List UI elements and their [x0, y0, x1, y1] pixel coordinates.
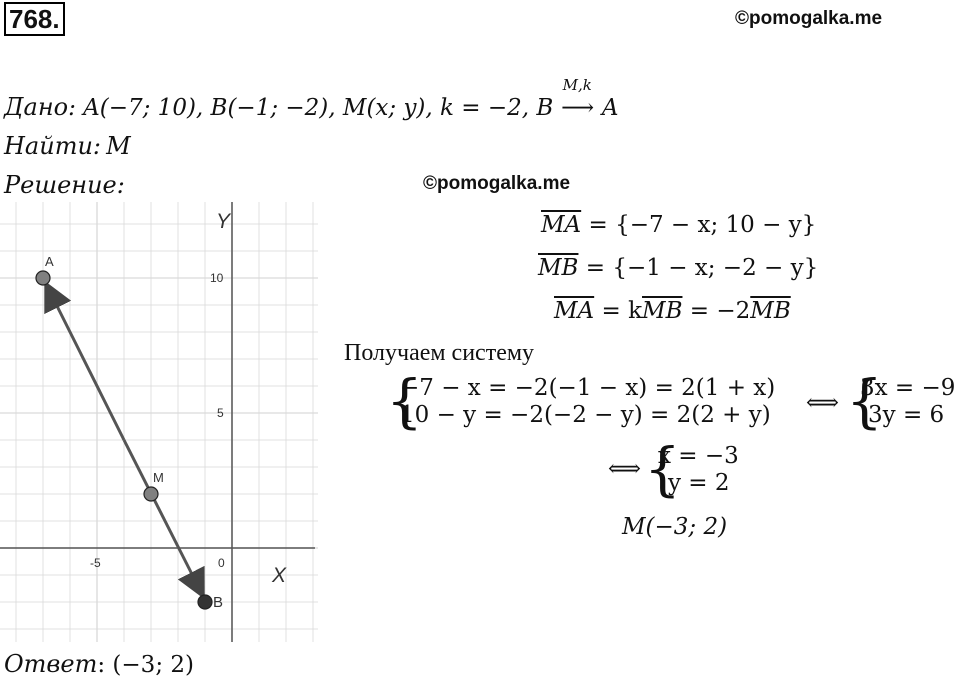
point-b	[198, 595, 212, 609]
system-2-line-1: 3x = −9	[860, 375, 956, 401]
equation-relation	[554, 298, 791, 324]
graph-points	[36, 254, 223, 611]
given-target: A	[601, 95, 619, 121]
vector-ma: $\overline{MA}$	[541, 212, 582, 238]
system-1-line-2: 10 − y = −2(−2 − y) = 2(2 + y)	[400, 402, 771, 428]
system-3	[658, 443, 739, 497]
given-line	[4, 76, 619, 121]
equivalence-icon-2: ⟺	[608, 456, 641, 482]
find-label: Найти:	[4, 132, 101, 160]
y-axis-label: Y	[216, 210, 231, 233]
answer-text: : (−3; 2)	[97, 652, 194, 678]
arrow-icon: ⟶	[561, 95, 595, 121]
relation-coef: = −2	[689, 298, 751, 324]
tick-x-minus-5: -5	[90, 556, 101, 570]
segment-ba	[124, 440, 202, 594]
tick-origin: 0	[218, 556, 225, 570]
vector-mb-3: $\overline{MB}$	[750, 298, 791, 324]
system-3-line-2: y = 2	[668, 470, 730, 496]
equivalence-icon: ⟺	[806, 390, 839, 416]
system-1-line-1: −7 − x = −2(−1 − x) = 2(1 + x)	[400, 375, 776, 401]
equation-mb	[538, 255, 818, 281]
problem-number: 768.	[4, 2, 65, 36]
equation-ma	[541, 212, 816, 238]
vector-mb-2: $\overline{MB}$	[642, 298, 683, 324]
mapping-arrow	[561, 76, 595, 121]
system-2	[860, 375, 955, 429]
given-text: : A(−7; 10), B(−1; −2), M(x; y), k = −2, B	[68, 95, 554, 121]
segment-ab	[47, 286, 124, 440]
watermark-top: ©pomogalka.me	[735, 8, 883, 29]
point-label-a: A	[45, 254, 54, 269]
point-a	[36, 271, 50, 285]
vector-ma-2: $\overline{MA}$	[554, 298, 595, 324]
system-intro: Получаем систему	[344, 340, 535, 366]
point-label-m: M	[153, 470, 164, 485]
x-axis-label: X	[272, 564, 287, 587]
find-line	[4, 132, 131, 160]
tick-y-10: 10	[210, 271, 224, 285]
equation-mb-rhs: = {−1 − x; −2 − y}	[585, 255, 819, 281]
result: M(−3; 2)	[622, 514, 728, 540]
equation-ma-rhs: = {−7 − x; 10 − y}	[588, 212, 817, 238]
answer-label: Ответ	[4, 650, 98, 678]
brace-3: {	[644, 435, 681, 503]
system-2-line-2: 3y = 6	[868, 402, 945, 428]
brace-2: {	[846, 367, 883, 435]
find-text: M	[106, 132, 131, 160]
system-3-line-1: x = −3	[658, 443, 739, 469]
vector-mb: $\overline{MB}$	[538, 255, 579, 281]
relation-k: = k	[601, 298, 643, 324]
brace-1: {	[386, 367, 423, 435]
coordinate-graph	[0, 200, 330, 645]
given-label: Дано	[4, 93, 69, 121]
arrow-label: M,k	[562, 76, 592, 94]
point-m	[144, 487, 158, 501]
watermark-middle: ©pomogalka.me	[423, 173, 571, 194]
answer-line	[4, 650, 194, 678]
tick-y-5: 5	[217, 406, 224, 420]
system-1	[400, 375, 775, 429]
point-label-b: B	[213, 594, 224, 611]
solution-label: Решение:	[4, 171, 125, 199]
